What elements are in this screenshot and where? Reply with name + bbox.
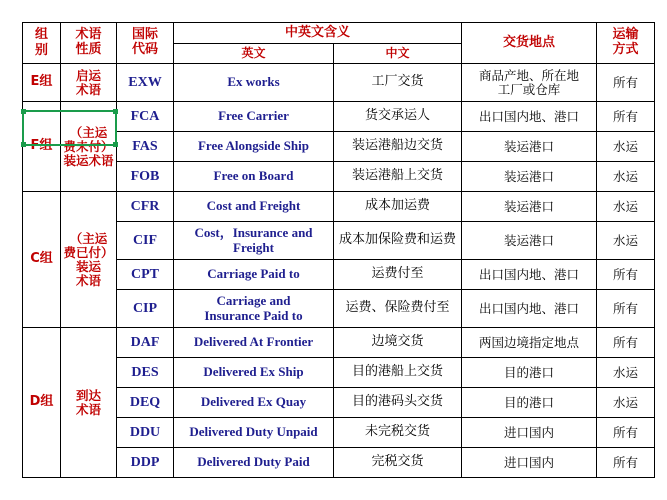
code-exw: EXW [117,64,174,102]
english-cfr: Cost and Freight [174,192,334,222]
mode-daf: 所有 [597,328,655,358]
english-des: Delivered Ex Ship [174,358,334,388]
table-row [23,132,655,162]
mode-cip: 所有 [597,290,655,328]
table-row [23,358,655,388]
english-ddp: Delivered Duty Paid [174,448,334,478]
place-ddu: 进口国内 [462,418,597,448]
code-des: DES [117,358,174,388]
place-cif: 装运港口 [462,222,597,260]
nature-label-c: （主运 费已付） 装运 术语 [61,192,117,328]
english-deq: Delivered Ex Quay [174,388,334,418]
mode-fas: 水运 [597,132,655,162]
place-daf: 两国边境指定地点 [462,328,597,358]
chinese-exw: 工厂交货 [334,64,462,102]
place-exw: 商品产地、所在地 工厂或仓库 [462,64,597,102]
mode-ddu: 所有 [597,418,655,448]
mode-exw: 所有 [597,64,655,102]
code-cif: CIF [117,222,174,260]
table-row [23,192,655,222]
english-exw: Ex works [174,64,334,102]
english-daf: Delivered At Frontier [174,328,334,358]
code-cip: CIP [117,290,174,328]
place-cpt: 出口国内地、港口 [462,260,597,290]
mode-fob: 水运 [597,162,655,192]
header-group: 组 别 [23,23,61,64]
code-deq: DEQ [117,388,174,418]
header-code: 国际 代码 [117,23,174,64]
nature-label-e: 启运 术语 [61,64,117,102]
table-row [23,222,655,260]
header-mode: 运输 方式 [597,23,655,64]
table-header-row-1 [23,23,655,44]
mode-deq: 水运 [597,388,655,418]
chinese-fca: 货交承运人 [334,102,462,132]
header-nature: 术语 性质 [61,23,117,64]
header-meaning: 中英文含义 [174,23,462,44]
place-des: 目的港口 [462,358,597,388]
header-chinese: 中文 [334,44,462,64]
place-ddp: 进口国内 [462,448,597,478]
chinese-cip: 运费、保险费付至 [334,290,462,328]
code-fas: FAS [117,132,174,162]
mode-ddp: 所有 [597,448,655,478]
code-cpt: CPT [117,260,174,290]
english-ddu: Delivered Duty Unpaid [174,418,334,448]
place-fca: 出口国内地、港口 [462,102,597,132]
table-row [23,64,655,102]
table-row [23,388,655,418]
chinese-ddu: 未完税交货 [334,418,462,448]
place-deq: 目的港口 [462,388,597,418]
nature-label-d: 到达 术语 [61,328,117,478]
code-ddp: DDP [117,448,174,478]
place-fas: 装运港口 [462,132,597,162]
incoterms-table [22,22,655,478]
place-fob: 装运港口 [462,162,597,192]
english-cif: Cost，Insurance and Freight [174,222,334,260]
mode-cpt: 所有 [597,260,655,290]
table-row [23,448,655,478]
table-row [23,162,655,192]
english-fas: Free Alongside Ship [174,132,334,162]
english-fca: Free Carrier [174,102,334,132]
chinese-deq: 目的港码头交货 [334,388,462,418]
table-row [23,418,655,448]
table-row [23,102,655,132]
mode-fca: 所有 [597,102,655,132]
place-cip: 出口国内地、港口 [462,290,597,328]
group-label-f: F组 [23,102,61,192]
chinese-ddp: 完税交货 [334,448,462,478]
code-cfr: CFR [117,192,174,222]
mode-cif: 水运 [597,222,655,260]
group-label-e: E组 [23,64,61,102]
group-label-d: D组 [23,328,61,478]
english-cpt: Carriage Paid to [174,260,334,290]
nature-label-f: （主运 费未付） 装运术语 [61,102,117,192]
table-row [23,260,655,290]
code-ddu: DDU [117,418,174,448]
chinese-cpt: 运费付至 [334,260,462,290]
chinese-fob: 装运港船上交货 [334,162,462,192]
english-fob: Free on Board [174,162,334,192]
chinese-cfr: 成本加运费 [334,192,462,222]
chinese-fas: 装运港船边交货 [334,132,462,162]
chinese-daf: 边境交货 [334,328,462,358]
place-cfr: 装运港口 [462,192,597,222]
chinese-des: 目的港船上交货 [334,358,462,388]
code-daf: DAF [117,328,174,358]
mode-des: 水运 [597,358,655,388]
group-label-c: C组 [23,192,61,328]
code-fca: FCA [117,102,174,132]
table-row [23,328,655,358]
table-row [23,290,655,328]
mode-cfr: 水运 [597,192,655,222]
english-cip: Carriage and Insurance Paid to [174,290,334,328]
header-english: 英文 [174,44,334,64]
header-place: 交货地点 [462,23,597,64]
code-fob: FOB [117,162,174,192]
chinese-cif: 成本加保险费和运费 [334,222,462,260]
